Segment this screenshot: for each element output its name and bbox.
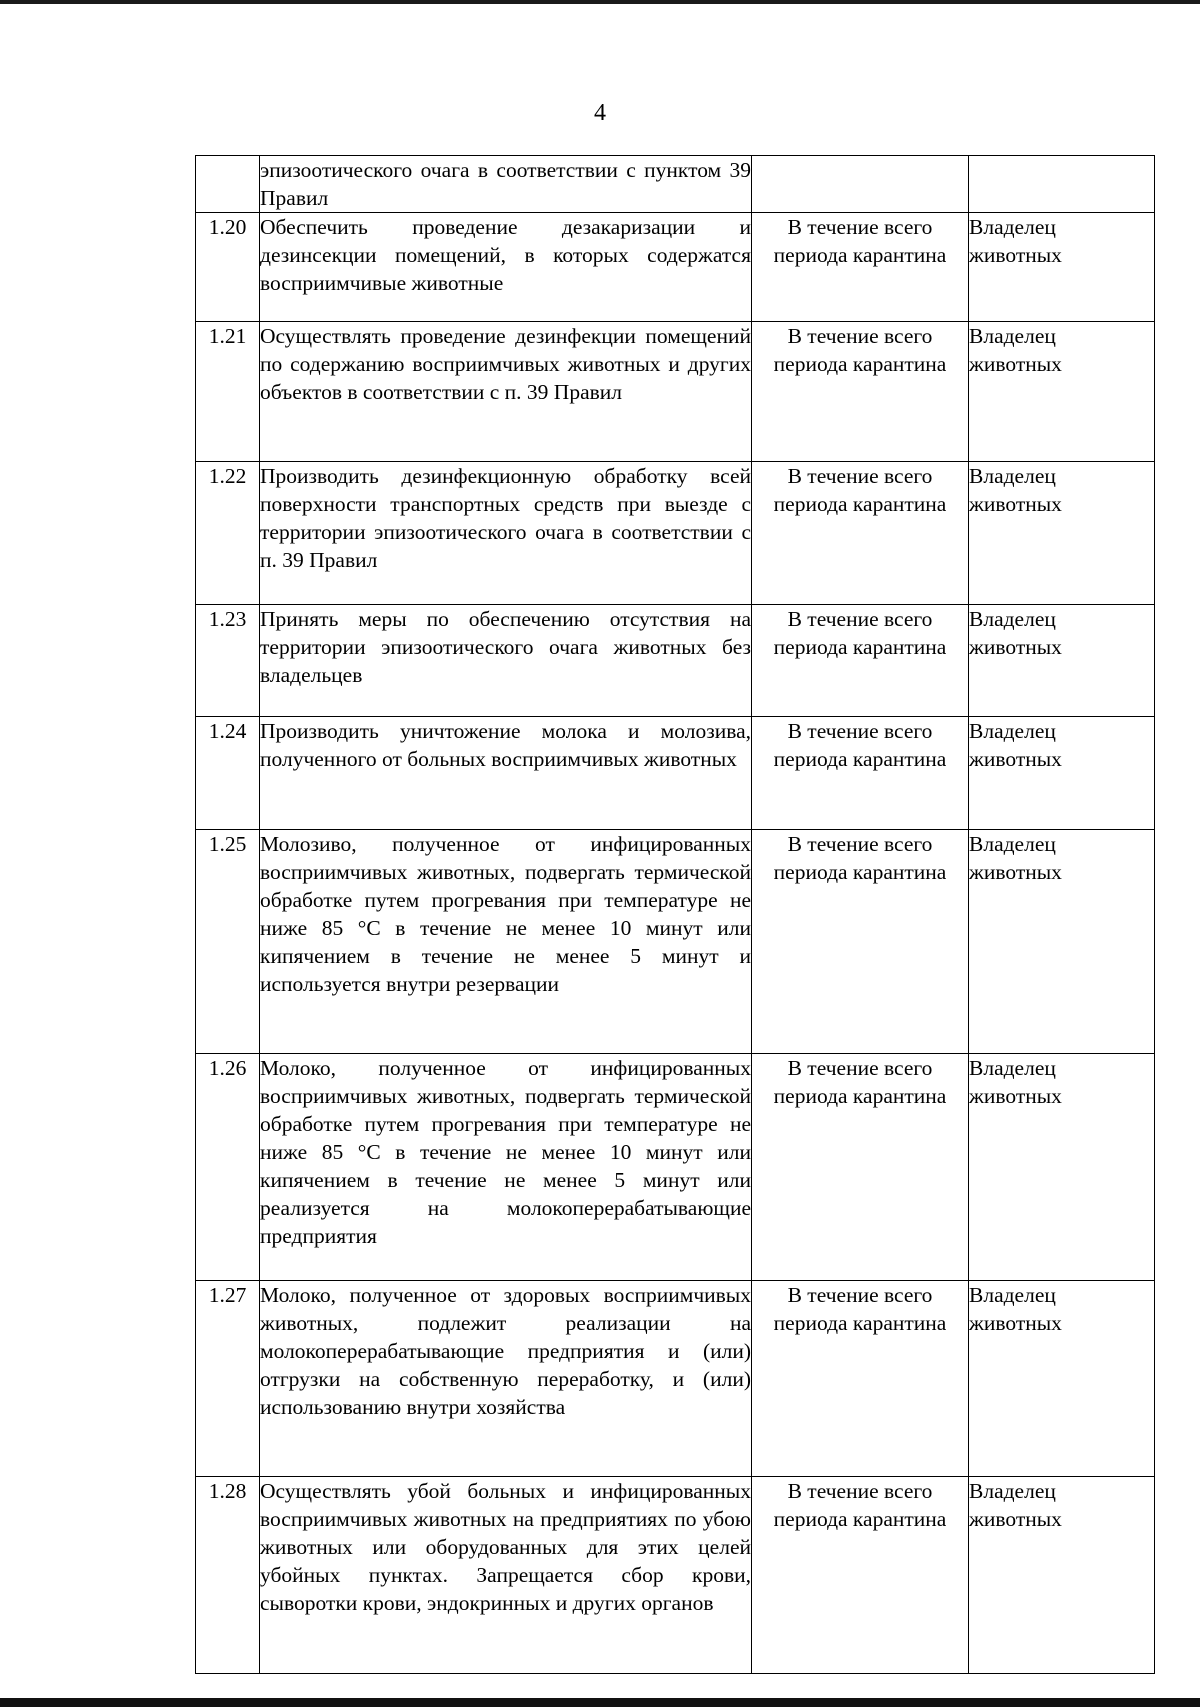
row-number: 1.21 (196, 322, 260, 462)
table-row (196, 830, 1155, 1054)
row-responsible: Владелец животных (969, 322, 1155, 462)
row-number: 1.23 (196, 605, 260, 717)
row-responsible: Владелец животных (969, 830, 1155, 1054)
row-measure-text: Молозиво, полученное от инфицированных восприимчивых животных, подвергать термической обработке путем прогревания при температуре не ниже 85 °С в течение не менее 10 минут или кипячением в течение не менее 5 минут и используется внутри резервации (260, 830, 752, 1054)
row-period: В течение всего периода карантина (752, 213, 969, 322)
table-row (196, 717, 1155, 830)
table-row (196, 1281, 1155, 1477)
row-period: В течение всего периода карантина (752, 1054, 969, 1281)
page-number: 4 (594, 100, 606, 126)
row-measure-text: Осуществлять убой больных и инфицированных восприимчивых животных на предприятиях по убою животных или оборудованных для этих целей убойных пунктах. Запрещается сбор крови, сыворотки крови, эндокринных и других органов (260, 1477, 752, 1674)
row-measure-text: эпизоотического очага в соответствии с пунктом 39 Правил (260, 156, 752, 213)
row-number: 1.24 (196, 717, 260, 830)
scan-edge-top (0, 0, 1200, 4)
row-number: 1.27 (196, 1281, 260, 1477)
table-row (196, 1477, 1155, 1674)
row-period: В течение всего периода карантина (752, 830, 969, 1054)
row-number: 1.28 (196, 1477, 260, 1674)
table-row (196, 605, 1155, 717)
table-row (196, 213, 1155, 322)
row-period: В течение всего периода карантина (752, 717, 969, 830)
row-measure-text: Производить дезинфекционную обработку всей поверхности транспортных средств при выезде с территории эпизоотического очага в соответствии с п. 39 Правил (260, 462, 752, 605)
row-number (196, 156, 260, 213)
row-responsible: Владелец животных (969, 1054, 1155, 1281)
row-period (752, 156, 969, 213)
row-measure-text: Молоко, полученное от здоровых восприимчивых животных, подлежит реализации на молокоперерабатывающие предприятия и (или) отгрузки на собственную переработку, и (или) использованию внутри хозяйства (260, 1281, 752, 1477)
row-period: В течение всего периода карантина (752, 1477, 969, 1674)
row-responsible: Владелец животных (969, 1477, 1155, 1674)
row-number: 1.26 (196, 1054, 260, 1281)
measures-table (195, 155, 1155, 1674)
row-period: В течение всего периода карантина (752, 462, 969, 605)
row-number: 1.20 (196, 213, 260, 322)
table-row (196, 322, 1155, 462)
row-responsible: Владелец животных (969, 462, 1155, 605)
row-measure-text: Обеспечить проведение дезакаризации и дезинсекции помещений, в которых содержатся восприимчивые животные (260, 213, 752, 322)
row-measure-text: Осуществлять проведение дезинфекции помещений по содержанию восприимчивых животных и других объектов в соответствии с п. 39 Правил (260, 322, 752, 462)
table-row (196, 156, 1155, 213)
row-responsible: Владелец животных (969, 1281, 1155, 1477)
row-measure-text: Молоко, полученное от инфицированных восприимчивых животных, подвергать термической обработке путем прогревания при температуре не ниже 85 °С в течение не менее 10 минут или кипячением в течение не менее 5 минут или реализуется на молокоперерабатывающие предприятия (260, 1054, 752, 1281)
row-measure-text: Производить уничтожение молока и молозива, полученного от больных восприимчивых животных (260, 717, 752, 830)
table-row (196, 1054, 1155, 1281)
row-responsible (969, 156, 1155, 213)
row-period: В течение всего периода карантина (752, 322, 969, 462)
table-row (196, 462, 1155, 605)
scan-edge-bottom (0, 1698, 1200, 1707)
row-period: В течение всего периода карантина (752, 1281, 969, 1477)
row-number: 1.22 (196, 462, 260, 605)
row-responsible: Владелец животных (969, 605, 1155, 717)
row-responsible: Владелец животных (969, 717, 1155, 830)
row-responsible: Владелец животных (969, 213, 1155, 322)
row-number: 1.25 (196, 830, 260, 1054)
row-period: В течение всего периода карантина (752, 605, 969, 717)
row-measure-text: Принять меры по обеспечению отсутствия на территории эпизоотического очага животных без владельцев (260, 605, 752, 717)
